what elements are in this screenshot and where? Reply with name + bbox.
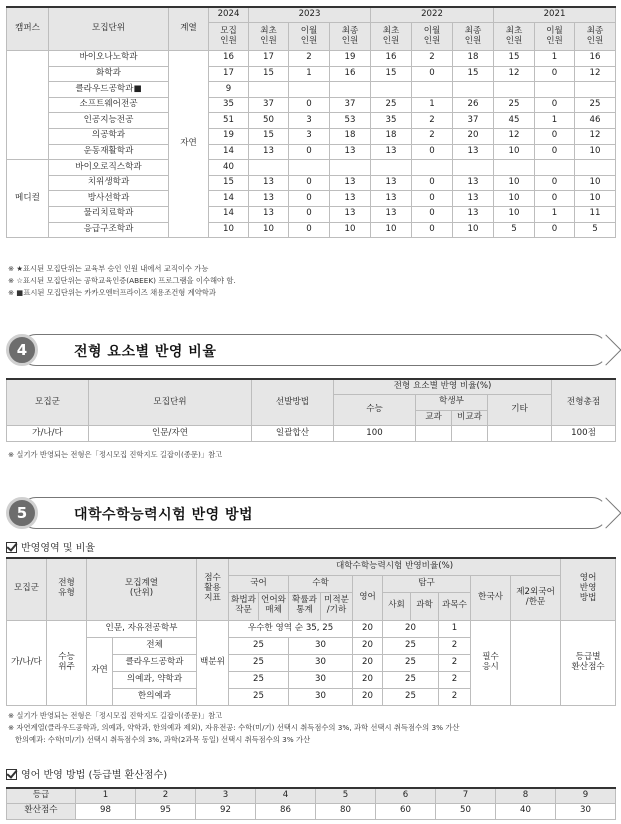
grade-cell: 1	[76, 788, 136, 804]
group-header: 모집군	[7, 558, 47, 620]
grade-cell: 8	[496, 788, 556, 804]
col-final: 최종 인원	[453, 23, 494, 51]
value-cell: 19	[209, 129, 249, 145]
value-cell: 1	[289, 66, 330, 82]
value-cell: 0	[289, 144, 330, 160]
value-cell: 0	[535, 129, 575, 145]
value-cell: 15	[249, 66, 289, 82]
value-cell: 10	[575, 144, 616, 160]
score-cell: 60	[376, 804, 436, 820]
arrow-icon	[590, 497, 621, 528]
value-cell: 13	[371, 207, 412, 223]
value-cell: 13	[249, 144, 289, 160]
value-cell: 13	[330, 207, 371, 223]
value-cell: 2	[412, 129, 453, 145]
value-cell: 5	[575, 222, 616, 238]
value-cell: 40	[209, 160, 249, 176]
value-cell: 10	[371, 222, 412, 238]
campus-cell: 메디컬	[7, 160, 49, 238]
score-cell: 92	[196, 804, 256, 820]
score-cell: 50	[436, 804, 496, 820]
unit-cell: 인문/자연	[89, 426, 252, 442]
grade-cell: 9	[556, 788, 616, 804]
value-cell	[453, 160, 494, 176]
social-header: 사회	[383, 592, 411, 620]
value-cell: 15	[249, 129, 289, 145]
subheading-text: 영어 반영 방법 (등급별 환산점수)	[21, 770, 168, 781]
value-cell: 12	[575, 66, 616, 82]
type-cell: 수능 위주	[47, 620, 87, 705]
section-number-badge: 5	[6, 497, 38, 529]
element-ratio-table	[6, 378, 616, 442]
value-cell: 12	[494, 66, 535, 82]
value-cell: 0	[289, 97, 330, 113]
value-cell: 1	[412, 97, 453, 113]
value-cell: 0	[289, 207, 330, 223]
unit-cell: 바이오나노학과	[49, 51, 169, 67]
campus-header: 캠퍼스	[7, 7, 49, 51]
value-cell: 25	[575, 97, 616, 113]
value-cell: 2	[412, 51, 453, 67]
science-field-cell: 자연	[87, 637, 113, 705]
value-cell: 10	[453, 222, 494, 238]
value-cell: 37	[453, 113, 494, 129]
unit-cell: 클라우드공학과■	[49, 82, 169, 98]
math-sub2-header: 미적분 /기하	[321, 592, 353, 620]
english-method-cell: 등급별 환산점수	[561, 620, 616, 705]
section-title: 대학수학능력시험 반영 방법	[74, 507, 254, 523]
note-line: ※ 자연계열(클라우드공학과, 의예과, 약학과, 한의예과 제외), 자유전공: 수학(미/기) 선택시 취득점수의 3%, 과학 선택시 취득점수의 3% 가산	[8, 723, 460, 732]
unit-cell: 화학과	[49, 66, 169, 82]
suneung-cell: 100	[334, 426, 416, 442]
value-cell	[453, 82, 494, 98]
col-final: 최종 인원	[575, 23, 616, 51]
table-row	[7, 620, 616, 637]
table-row	[7, 113, 616, 129]
value-cell: 14	[209, 144, 249, 160]
english-cell: 20	[353, 637, 383, 654]
count-cell: 2	[439, 688, 471, 705]
note-line: ※ ★표시된 모집단위는 교육부 승인 인원 내에서 교직이수 가능	[8, 264, 209, 273]
section-5-header	[6, 497, 608, 529]
value-cell: 25	[494, 97, 535, 113]
grade-cell: 5	[316, 788, 376, 804]
col-first: 최초 인원	[494, 23, 535, 51]
value-cell: 16	[371, 51, 412, 67]
value-cell	[289, 82, 330, 98]
unit-cell: 방사선학과	[49, 191, 169, 207]
value-cell: 0	[412, 191, 453, 207]
count-cell: 2	[439, 654, 471, 671]
etc-header: 기타	[488, 395, 552, 426]
total-header: 전형총점	[552, 379, 616, 426]
group-cell: 가/나/다	[7, 426, 89, 442]
unit-cell: 한의예과	[113, 688, 197, 705]
subheading-reflection	[6, 539, 95, 553]
inquiry-header: 탐구	[383, 575, 471, 592]
value-cell: 12	[494, 129, 535, 145]
value-cell: 37	[249, 97, 289, 113]
checkbox-icon	[6, 769, 17, 780]
korean-cell: 25	[229, 654, 289, 671]
unit-cell: 응급구조학과	[49, 222, 169, 238]
korean-sub1-header: 화법과 작문	[229, 592, 259, 620]
subheading-text: 반영영역 및 비율	[21, 543, 95, 554]
value-cell: 9	[209, 82, 249, 98]
method-header: 선발방법	[252, 379, 334, 426]
grade-cell: 7	[436, 788, 496, 804]
value-cell	[535, 82, 575, 98]
value-cell: 0	[535, 66, 575, 82]
unit-cell: 인문, 자유전공학부	[87, 620, 197, 637]
english-method-header: 영어 반영 방법	[561, 558, 616, 620]
col-first: 최초 인원	[371, 23, 412, 51]
score-cell: 80	[316, 804, 376, 820]
value-cell: 13	[371, 191, 412, 207]
english-cell: 20	[353, 620, 383, 637]
method-cell: 일괄합산	[252, 426, 334, 442]
campus-cell	[7, 51, 49, 160]
count-cell: 2	[439, 637, 471, 654]
subject-header: 교과	[416, 410, 452, 426]
unit-cell: 전체	[113, 637, 197, 654]
value-cell	[371, 82, 412, 98]
table-row	[7, 191, 616, 207]
index-cell: 백분위	[197, 620, 229, 705]
value-cell	[575, 160, 616, 176]
score-cell: 95	[136, 804, 196, 820]
section-number-badge: 4	[6, 334, 38, 366]
unit-cell: 클라우드공학과	[113, 654, 197, 671]
value-cell: 10	[494, 207, 535, 223]
value-cell: 11	[575, 207, 616, 223]
section-title: 전형 요소별 반영 비율	[74, 344, 217, 360]
value-cell: 18	[453, 51, 494, 67]
table-row	[7, 129, 616, 145]
inquiry-cell: 20	[383, 620, 439, 637]
value-cell: 15	[371, 66, 412, 82]
value-cell	[371, 160, 412, 176]
value-cell: 14	[209, 207, 249, 223]
value-cell: 26	[453, 97, 494, 113]
value-cell	[575, 82, 616, 98]
value-cell: 45	[494, 113, 535, 129]
note-line: ※ ■표시된 모집단위는 카카오엔터프라이즈 채용조건형 계약학과	[8, 288, 216, 297]
note-line: ※ ☆표시된 모집단위는 공학교육인증(ABEEK) 프로그램을 이수해야 함.	[8, 276, 236, 285]
value-cell: 13	[330, 191, 371, 207]
unit-cell: 운동재활학과	[49, 144, 169, 160]
value-cell: 0	[412, 66, 453, 82]
value-cell: 10	[575, 175, 616, 191]
value-cell: 0	[412, 222, 453, 238]
value-cell: 1	[535, 207, 575, 223]
value-cell	[330, 82, 371, 98]
value-cell: 14	[209, 191, 249, 207]
col-final: 최종 인원	[330, 23, 371, 51]
value-cell: 19	[330, 51, 371, 67]
value-cell: 15	[209, 175, 249, 191]
unit-header: 모집단위	[89, 379, 252, 426]
value-cell: 13	[371, 144, 412, 160]
english-cell: 20	[353, 688, 383, 705]
value-cell: 0	[289, 191, 330, 207]
value-cell: 18	[371, 129, 412, 145]
value-cell	[494, 82, 535, 98]
value-cell	[412, 160, 453, 176]
value-cell: 17	[209, 66, 249, 82]
unit-cell: 바이오로직스학과	[49, 160, 169, 176]
value-cell: 20	[453, 129, 494, 145]
suneung-header: 수능	[334, 395, 416, 426]
value-cell: 18	[330, 129, 371, 145]
unit-cell: 물리치료학과	[49, 207, 169, 223]
value-cell	[412, 82, 453, 98]
ratio-header: 대학수학능력시험 반영비율(%)	[229, 558, 561, 575]
korean-sub2-header: 언어와 매체	[259, 592, 289, 620]
type-header: 전형 유형	[47, 558, 87, 620]
total-cell: 100점	[552, 426, 616, 442]
note-line: ※ 실기가 반영되는 전형은「정시모집 진학지도 길잡이(종문)」참고	[8, 711, 223, 720]
value-cell: 0	[412, 207, 453, 223]
table-row	[7, 66, 616, 82]
math-cell: 30	[289, 688, 353, 705]
english-grade-table	[6, 787, 616, 820]
year-2023-header: 2023	[249, 7, 371, 23]
score-header: 환산점수	[7, 804, 76, 820]
table-row	[7, 144, 616, 160]
value-cell	[289, 160, 330, 176]
nonsubject-header: 비교과	[452, 410, 488, 426]
korean-math-cell: 우수한 영역 순 35, 25	[229, 620, 353, 637]
math-header: 수학	[289, 575, 353, 592]
math-cell: 30	[289, 671, 353, 688]
inquiry-cell: 25	[383, 654, 439, 671]
value-cell: 13	[453, 207, 494, 223]
english-header: 영어	[353, 575, 383, 620]
value-cell: 13	[249, 207, 289, 223]
score-cell: 98	[76, 804, 136, 820]
value-cell: 35	[371, 113, 412, 129]
school-record-header: 학생부	[416, 395, 488, 411]
math-cell: 30	[289, 637, 353, 654]
notes-1	[8, 263, 236, 299]
history-cell: 필수 응시	[471, 620, 511, 705]
unit-cell: 소프트웨어전공	[49, 97, 169, 113]
value-cell: 53	[330, 113, 371, 129]
value-cell: 3	[289, 129, 330, 145]
unit-cell: 의예과, 약학과	[113, 671, 197, 688]
grade-cell: 4	[256, 788, 316, 804]
value-cell: 15	[453, 66, 494, 82]
suneung-reflection-table	[6, 557, 616, 706]
value-cell: 25	[371, 97, 412, 113]
value-cell: 37	[330, 97, 371, 113]
value-cell: 13	[371, 175, 412, 191]
value-cell: 10	[494, 144, 535, 160]
value-cell: 2	[412, 113, 453, 129]
table-row	[7, 222, 616, 238]
unit-cell: 인공지능전공	[49, 113, 169, 129]
value-cell	[494, 160, 535, 176]
table-row	[7, 426, 616, 442]
value-cell: 13	[453, 191, 494, 207]
checkbox-icon	[6, 542, 17, 553]
notes-2	[8, 449, 222, 461]
count-cell: 1	[439, 620, 471, 637]
value-cell: 0	[535, 191, 575, 207]
col-carry: 이월 인원	[412, 23, 453, 51]
subheading-english	[6, 766, 167, 780]
value-cell: 10	[494, 191, 535, 207]
english-cell: 20	[353, 654, 383, 671]
etc-cell	[488, 426, 552, 442]
nonsubject-cell	[452, 426, 488, 442]
note-line: ※ 실기가 반영되는 전형은「정시모집 진학지도 길잡이(종문)」참고	[8, 450, 223, 459]
english-cell: 20	[353, 671, 383, 688]
grade-cell: 6	[376, 788, 436, 804]
foreign-cell	[511, 620, 561, 705]
korean-cell: 25	[229, 688, 289, 705]
value-cell: 16	[209, 51, 249, 67]
value-cell: 13	[330, 144, 371, 160]
value-cell: 13	[330, 175, 371, 191]
inquiry-cell: 25	[383, 637, 439, 654]
table-row	[7, 82, 616, 98]
value-cell: 0	[535, 175, 575, 191]
value-cell: 13	[249, 175, 289, 191]
col-carry: 이월 인원	[289, 23, 330, 51]
value-cell: 13	[453, 144, 494, 160]
value-cell: 13	[453, 175, 494, 191]
value-cell: 0	[412, 175, 453, 191]
unit-cell: 의공학과	[49, 129, 169, 145]
grade-header: 등급	[7, 788, 76, 804]
group-header: 모집군	[7, 379, 89, 426]
value-cell: 0	[535, 222, 575, 238]
value-cell: 0	[412, 144, 453, 160]
value-cell: 5	[494, 222, 535, 238]
value-cell: 1	[535, 51, 575, 67]
value-cell: 16	[330, 66, 371, 82]
value-cell: 0	[289, 222, 330, 238]
section-4-header	[6, 334, 608, 366]
value-cell: 15	[494, 51, 535, 67]
score-cell: 30	[556, 804, 616, 820]
value-cell: 12	[575, 129, 616, 145]
year-2022-header: 2022	[371, 7, 494, 23]
col-2024-recruit: 모집 인원	[209, 23, 249, 51]
value-cell: 17	[249, 51, 289, 67]
value-cell: 51	[209, 113, 249, 129]
notes-3	[8, 710, 459, 746]
unit-cell: 치위생학과	[49, 175, 169, 191]
inquiry-cell: 25	[383, 671, 439, 688]
value-cell: 46	[575, 113, 616, 129]
value-cell: 1	[535, 113, 575, 129]
table-row	[7, 175, 616, 191]
value-cell: 0	[535, 97, 575, 113]
inquiry-cell: 25	[383, 688, 439, 705]
table-row	[7, 160, 616, 176]
field-cell: 자연	[169, 51, 209, 238]
science-header: 과학	[411, 592, 439, 620]
value-cell	[249, 160, 289, 176]
value-cell: 10	[575, 191, 616, 207]
value-cell: 10	[494, 175, 535, 191]
year-2024-header: 2024	[209, 7, 249, 23]
value-cell: 10	[209, 222, 249, 238]
unit-header: 모집계열 (단위)	[87, 558, 197, 620]
year-2021-header: 2021	[494, 7, 616, 23]
score-cell: 86	[256, 804, 316, 820]
value-cell: 50	[249, 113, 289, 129]
value-cell: 0	[535, 144, 575, 160]
foreign-header: 제2외국어 /한문	[511, 575, 561, 620]
korean-cell: 25	[229, 637, 289, 654]
value-cell: 10	[249, 222, 289, 238]
history-header: 한국사	[471, 575, 511, 620]
count-cell: 2	[439, 671, 471, 688]
grade-cell: 3	[196, 788, 256, 804]
field-header: 계열	[169, 7, 209, 51]
index-header: 점수 활용 지표	[197, 558, 229, 620]
note-line: 한의예과: 수학(미/기) 선택시 취득점수의 3%, 과학(2과목 동일) 선택시 취득점수의 3% 가산	[8, 735, 311, 744]
value-cell: 0	[289, 175, 330, 191]
value-cell	[330, 160, 371, 176]
value-cell: 10	[330, 222, 371, 238]
table-row	[7, 97, 616, 113]
value-cell: 2	[289, 51, 330, 67]
math-cell: 30	[289, 654, 353, 671]
value-cell: 35	[209, 97, 249, 113]
math-sub1-header: 확률과 통계	[289, 592, 321, 620]
value-cell: 3	[289, 113, 330, 129]
recruitment-history-table	[6, 6, 616, 238]
score-cell: 40	[496, 804, 556, 820]
subject-cell	[416, 426, 452, 442]
col-carry: 이월 인원	[535, 23, 575, 51]
grade-cell: 2	[136, 788, 196, 804]
korean-header: 국어	[229, 575, 289, 592]
value-cell: 16	[575, 51, 616, 67]
value-cell	[249, 82, 289, 98]
count-header: 과목수	[439, 592, 471, 620]
arrow-icon	[590, 334, 621, 365]
value-cell: 13	[249, 191, 289, 207]
ratio-header: 전형 요소별 반영 비율(%)	[334, 379, 552, 395]
table-row	[7, 51, 616, 67]
unit-header: 모집단위	[49, 7, 169, 51]
group-cell: 가/나/다	[7, 620, 47, 705]
value-cell	[535, 160, 575, 176]
korean-cell: 25	[229, 671, 289, 688]
table-row	[7, 207, 616, 223]
col-first: 최초 인원	[249, 23, 289, 51]
